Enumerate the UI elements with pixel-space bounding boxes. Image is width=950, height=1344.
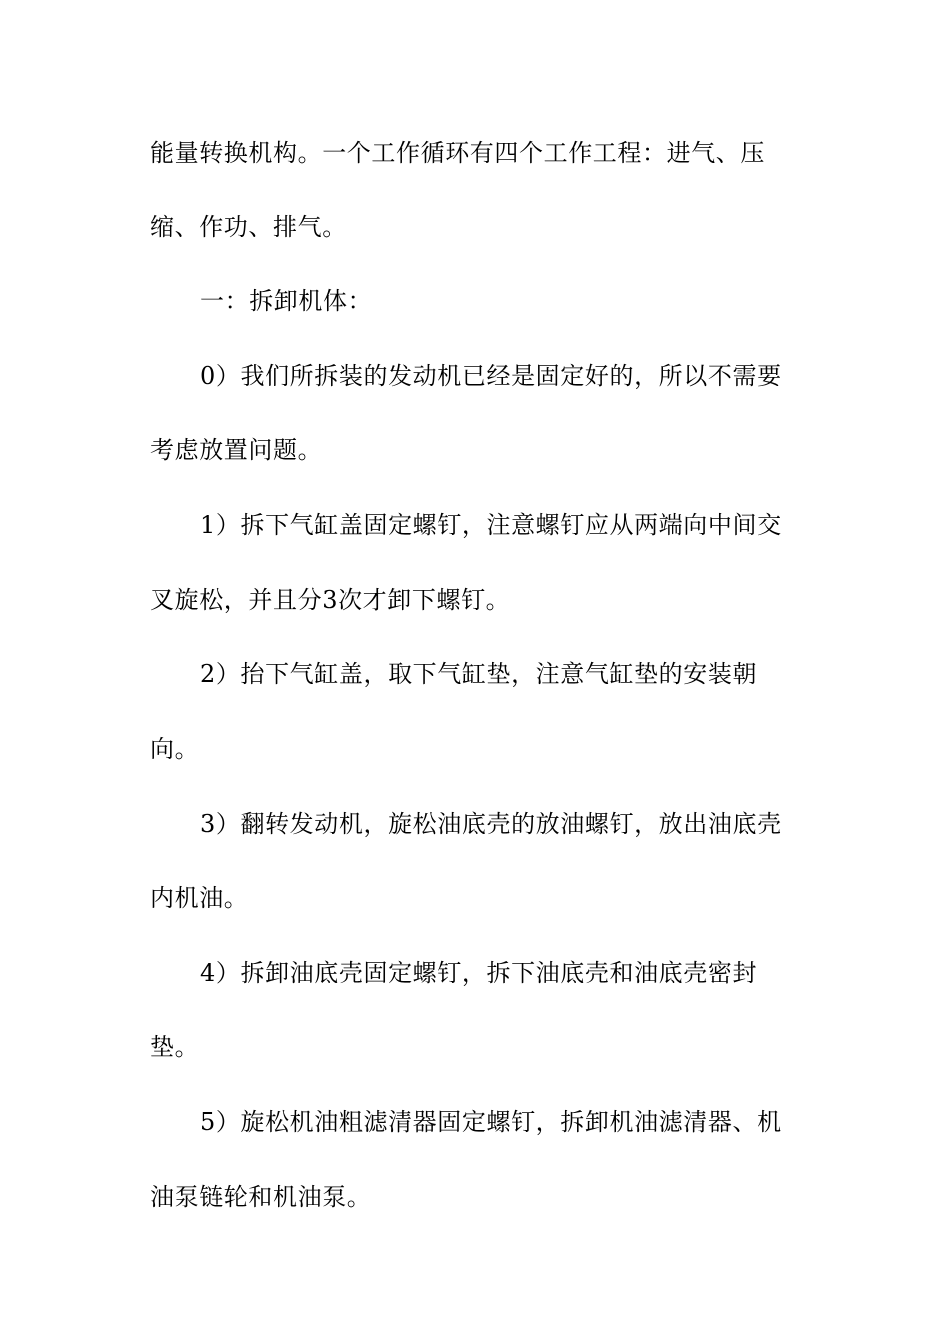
step-5-line-1: 5）旋松机油粗滤清器固定螺钉，拆卸机油滤清器、机 — [200, 1108, 782, 1136]
step-4-line-2: 垫。 — [150, 1033, 200, 1061]
step-2-line-1: 2）抬下气缸盖，取下气缸垫，注意气缸垫的安装朝 — [200, 660, 758, 688]
text-line-2: 缩、作功、排气。 — [150, 213, 347, 241]
section-heading: 一：拆卸机体： — [200, 287, 373, 315]
step-3-line-2: 内机油。 — [150, 884, 249, 912]
step-5-line-2: 油泵链轮和机油泵。 — [150, 1183, 372, 1211]
step-1-line-1: 1）拆下气缸盖固定螺钉，注意螺钉应从两端向中间交 — [200, 511, 782, 539]
step-4-line-1: 4）拆卸油底壳固定螺钉，拆下油底壳和油底壳密封 — [200, 959, 758, 987]
text-line-1: 能量转换机构。一个工作循环有四个工作工程：进气、压 — [150, 139, 765, 167]
step-2-line-2: 向。 — [150, 735, 200, 763]
step-3-line-1: 3）翻转发动机，旋松油底壳的放油螺钉，放出油底壳 — [200, 810, 782, 838]
step-0-line-2: 考虑放置问题。 — [150, 436, 323, 464]
step-0-line-1: 0）我们所拆装的发动机已经是固定好的，所以不需要 — [200, 362, 782, 390]
step-1-line-2: 叉旋松，并且分3次才卸下螺钉。 — [150, 586, 511, 614]
